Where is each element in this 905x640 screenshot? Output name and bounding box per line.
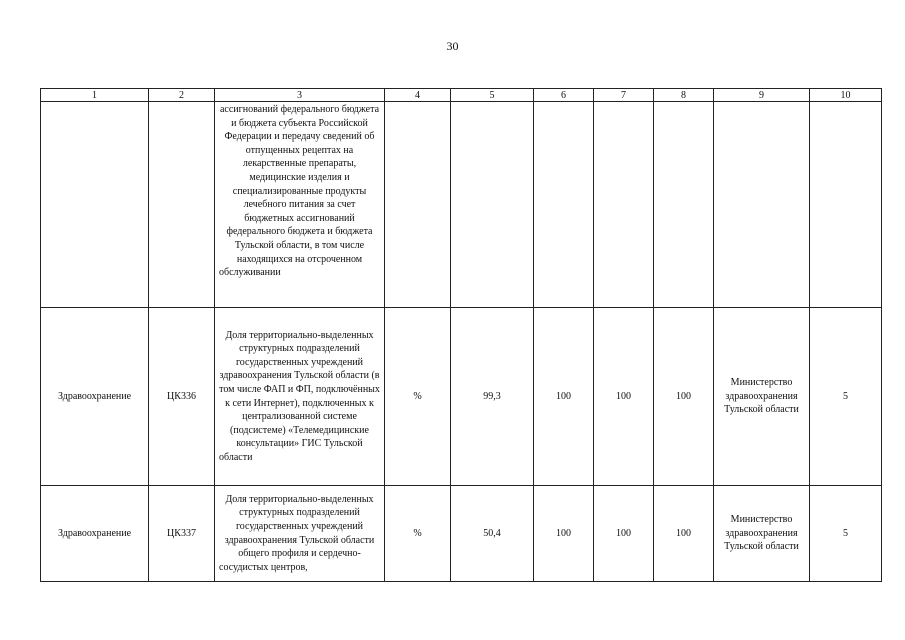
cell-ministry: Министерство здравоохранения Тульской области xyxy=(714,308,810,486)
cell-value-6 xyxy=(534,102,594,308)
indicators-table xyxy=(40,88,882,582)
header-cell-1: 1 xyxy=(41,89,149,102)
cell-value-8: 100 xyxy=(654,486,714,582)
cell-sector xyxy=(41,102,149,308)
cell-value-10: 5 xyxy=(810,308,882,486)
cell-base-value xyxy=(451,102,534,308)
cell-sector: Здравоохранение xyxy=(41,308,149,486)
cell-description: Доля территориально-выделенных структурных подразделений государственных учреждений здравоохранения Тульской области (в том числе ФАП и ФП, подключённых к сети Интернет), подключенных к централизованной системе (подсистеме) «Телемедицинские консультации» ГИС Тульской области xyxy=(215,308,385,486)
table-row xyxy=(41,308,882,486)
header-cell-6: 6 xyxy=(534,89,594,102)
cell-sector: Здравоохранение xyxy=(41,486,149,582)
header-cell-4: 4 xyxy=(385,89,451,102)
page-number: 30 xyxy=(446,39,459,53)
header-cell-2: 2 xyxy=(149,89,215,102)
cell-value-7: 100 xyxy=(594,486,654,582)
cell-ministry: Министерство здравоохранения Тульской области xyxy=(714,486,810,582)
cell-base-value: 99,3 xyxy=(451,308,534,486)
cell-value-10: 5 xyxy=(810,486,882,582)
cell-value-8: 100 xyxy=(654,308,714,486)
header-cell-8: 8 xyxy=(654,89,714,102)
cell-description: Доля территориально-выделенных структурных подразделений государственных учреждений здравоохранения Тульской области общего профиля и сердечно-сосудистых центров, xyxy=(215,486,385,582)
cell-base-value: 50,4 xyxy=(451,486,534,582)
cell-value-10 xyxy=(810,102,882,308)
cell-value-6: 100 xyxy=(534,308,594,486)
cell-code: ЦК337 xyxy=(149,486,215,582)
cell-unit: % xyxy=(385,486,451,582)
header-cell-5: 5 xyxy=(451,89,534,102)
header-cell-10: 10 xyxy=(810,89,882,102)
header-cell-3: 3 xyxy=(215,89,385,102)
cell-value-8 xyxy=(654,102,714,308)
cell-value-7: 100 xyxy=(594,308,654,486)
header-cell-9: 9 xyxy=(714,89,810,102)
cell-ministry xyxy=(714,102,810,308)
header-row xyxy=(41,89,882,102)
cell-value-7 xyxy=(594,102,654,308)
cell-code xyxy=(149,102,215,308)
cell-description: ассигнований федерального бюджета и бюджета субъекта Российской Федерации и передачу сведений об отпущенных рецептах на лекарственные препараты, медицинские изделия и специализированные продукты лечебного питания за счет бюджетных ассигнований федерального бюджета и бюджета Тульской области, в том числе находящихся на отсроченном обслуживании xyxy=(215,102,385,308)
cell-unit xyxy=(385,102,451,308)
table-row xyxy=(41,102,882,308)
cell-unit: % xyxy=(385,308,451,486)
cell-value-6: 100 xyxy=(534,486,594,582)
cell-code: ЦК336 xyxy=(149,308,215,486)
table-row xyxy=(41,486,882,582)
header-cell-7: 7 xyxy=(594,89,654,102)
